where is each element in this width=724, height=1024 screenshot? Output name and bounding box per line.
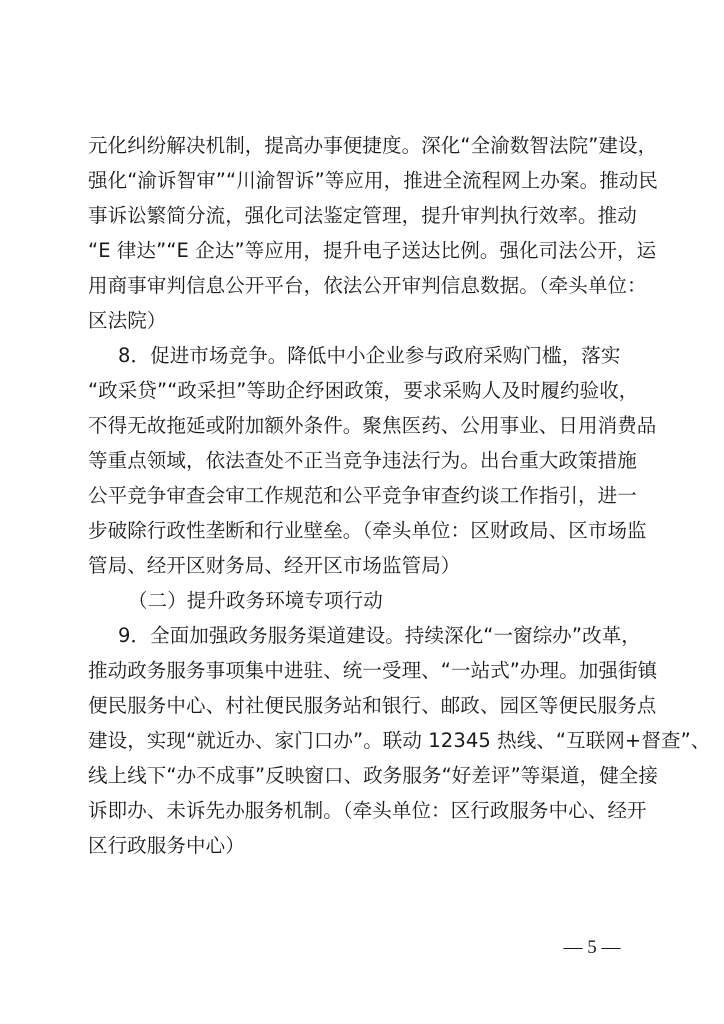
text-line: 步破除行政性垄断和行业壁垒。（牵头单位：区财政局、区市场监	[88, 519, 647, 542]
paragraph-8-start: 8．促进市场竞争。降低中小企业参与政府采购门槛，落实	[118, 344, 621, 367]
text-line: 公平竞争审查会审工作规范和公平竞争审查约谈工作指引，进一	[88, 484, 637, 507]
text-line: 线上线下“办不成事”反映窗口、政务服务“好差评”等渠道，健全接	[88, 764, 659, 787]
text-line: 元化纠纷解决机制，提高办事便捷度。深化“全渝数智法院”建设，	[88, 134, 658, 157]
text-line: 区法院）	[88, 309, 167, 332]
body-text	[88, 128, 711, 863]
text-line: 诉即办、未诉先办服务机制。（牵头单位：区行政服务中心、经开	[88, 799, 647, 822]
text-line: 建设，实现“就近办、家门口办”。联动 12345 热线、“互联网+督查”、	[88, 729, 711, 752]
text-line: 区行政服务中心）	[88, 834, 245, 857]
text-line: “E 律达”“E 企达”等应用，提升电子送达比例。强化司法公开，运	[88, 239, 657, 262]
text-line: 不得无故拖延或附加额外条件。聚焦医药、公用事业、日用消费品	[88, 414, 657, 437]
text-line: 事诉讼繁简分流，强化司法鉴定管理，提升审判执行效率。推动	[88, 204, 637, 227]
paragraph-9-start: 9．全面加强政务服务渠道建设。持续深化“一窗综办”改革，	[118, 624, 641, 647]
text-line: 推动政务服务事项集中进驻、统一受理、“一站式”办理。加强街镇	[88, 659, 658, 682]
text-line: 等重点领域，依法查处不正当竞争违法行为。出台重大政策措施	[88, 449, 637, 472]
text-line: 用商事审判信息公开平台，依法公开审判信息数据。（牵头单位：	[88, 274, 647, 297]
text-line: 便民服务中心、村社便民服务站和银行、邮政、园区等便民服务点	[88, 694, 657, 717]
text-line: 强化“渝诉智审”“川渝智诉”等应用，推进全流程网上办案。推动民	[88, 169, 659, 192]
page-number: — 5 —	[563, 937, 621, 958]
section-heading: （二）提升政务环境专项行动	[128, 589, 383, 612]
text-line: 管局、经开区财务局、经开区市场监管局）	[88, 554, 461, 577]
text-line: “政采贷”“政采担”等助企纾困政策，要求采购人及时履约验收，	[88, 379, 639, 402]
